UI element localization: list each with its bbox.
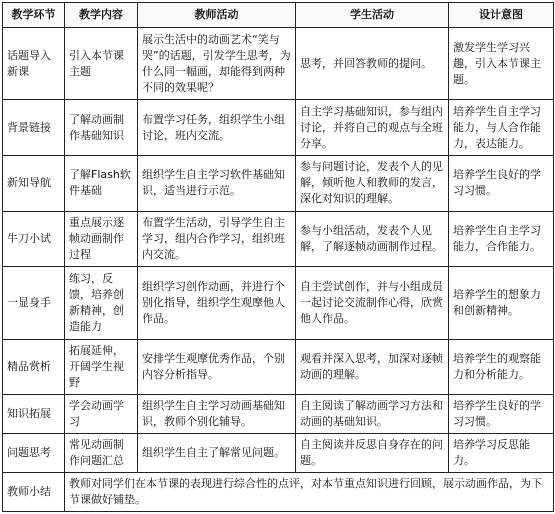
cell-stage: 知识拓展 bbox=[3, 395, 65, 434]
summary-text: 教师对同学们在本节课的表现进行综合性的点评，对本节重点知识进行回顾，展示动画作品，为下节课做好铺垫。 bbox=[65, 473, 554, 512]
cell-content: 了解动画制作基础知识 bbox=[65, 100, 138, 156]
summary-label: 教师小结 bbox=[3, 473, 65, 512]
lesson-plan-table-container bbox=[2, 2, 553, 512]
header-student-activity: 学生活动 bbox=[296, 3, 449, 28]
header-row bbox=[3, 3, 554, 28]
cell-student-activity: 参与问题讨论，发表个人的见解，倾听他人和教师的发言，深化对知识的理解。 bbox=[296, 156, 449, 212]
lesson-plan-table bbox=[2, 2, 554, 512]
cell-content: 学会动画学习 bbox=[65, 395, 138, 434]
cell-stage: 一显身手 bbox=[3, 267, 65, 339]
table-row bbox=[3, 434, 554, 473]
cell-teacher-activity: 布置学生活动，引导学生自主学习，组内合作学习，组织班内交流。 bbox=[138, 211, 296, 267]
cell-stage: 话题导入新课 bbox=[3, 28, 65, 100]
table-row bbox=[3, 28, 554, 100]
cell-student-activity: 参与小组活动，发表个人见解，了解逐帧动画制作过程。 bbox=[296, 211, 449, 267]
header-teacher-activity: 教师活动 bbox=[138, 3, 296, 28]
cell-content: 练习，反馈，培养创新精神，创造能力 bbox=[65, 267, 138, 339]
cell-stage: 新知导航 bbox=[3, 156, 65, 212]
cell-design-intent: 培养学生的想象力和创新精神。 bbox=[449, 267, 554, 339]
cell-student-activity: 观看并深入思考，加深对逐帧动画的理解。 bbox=[296, 339, 449, 395]
cell-content: 常见动画制作问题汇总 bbox=[65, 434, 138, 473]
cell-student-activity: 自主学习基础知识，参与组内讨论，并将自己的观点与全班分享。 bbox=[296, 100, 449, 156]
cell-design-intent: 培养学生良好的学习习惯。 bbox=[449, 156, 554, 212]
cell-teacher-activity: 安排学生观摩优秀作品，个别内容分析指导。 bbox=[138, 339, 296, 395]
cell-design-intent: 培养学生良好的学习习惯。 bbox=[449, 395, 554, 434]
cell-content: 了解Flash软件基础 bbox=[65, 156, 138, 212]
cell-design-intent: 培养学生自主学习能力，与人合作能力，表达能力。 bbox=[449, 100, 554, 156]
cell-teacher-activity: 组织学习创作动画，并进行个别化指导，组织学生观摩他人作品。 bbox=[138, 267, 296, 339]
cell-student-activity: 自主阅读并反思自身存在的问题。 bbox=[296, 434, 449, 473]
table-row bbox=[3, 100, 554, 156]
table-row bbox=[3, 211, 554, 267]
cell-teacher-activity: 组织学生自主学习动画基础知识，教师个别化辅导。 bbox=[138, 395, 296, 434]
cell-stage: 背景链接 bbox=[3, 100, 65, 156]
cell-content: 拓展延伸，开阔学生视野 bbox=[65, 339, 138, 395]
cell-stage: 牛刀小试 bbox=[3, 211, 65, 267]
cell-design-intent: 培养学生自主学习能力，合作能力。 bbox=[449, 211, 554, 267]
header-content: 教学内容 bbox=[65, 3, 138, 28]
table-row bbox=[3, 156, 554, 212]
header-design-intent: 设计意图 bbox=[449, 3, 554, 28]
cell-teacher-activity: 展示生活中的动画艺术“笑与哭”的话题，引发学生思考，为什么同一幅画，却能得到两种不同的效果呢？ bbox=[138, 28, 296, 100]
cell-student-activity: 自主阅读了解动画学习方法和动画的基础知识。 bbox=[296, 395, 449, 434]
header-stage: 教学环节 bbox=[3, 3, 65, 28]
cell-design-intent: 培养学习反思能力。 bbox=[449, 434, 554, 473]
cell-content: 引入本节课主题 bbox=[65, 28, 138, 100]
summary-row bbox=[3, 473, 554, 512]
cell-student-activity: 思考，并回答教师的提问。 bbox=[296, 28, 449, 100]
cell-design-intent: 激发学生学习兴趣，引入本节课主题。 bbox=[449, 28, 554, 100]
cell-teacher-activity: 组织学生自主了解常见问题。 bbox=[138, 434, 296, 473]
cell-stage: 问题思考 bbox=[3, 434, 65, 473]
cell-student-activity: 自主尝试创作，并与小组成员一起讨论交流制作心得，欣赏他人作品。 bbox=[296, 267, 449, 339]
table-row bbox=[3, 339, 554, 395]
cell-teacher-activity: 组织学生自主学习软件基础知识，适当进行示范。 bbox=[138, 156, 296, 212]
cell-teacher-activity: 布置学习任务，组织学生小组讨论，班内交流。 bbox=[138, 100, 296, 156]
cell-content: 重点展示逐帧动画制作过程 bbox=[65, 211, 138, 267]
cell-stage: 精品赏析 bbox=[3, 339, 65, 395]
table-row bbox=[3, 395, 554, 434]
cell-design-intent: 培养学生的观察能力和分析能力。 bbox=[449, 339, 554, 395]
table-row bbox=[3, 267, 554, 339]
